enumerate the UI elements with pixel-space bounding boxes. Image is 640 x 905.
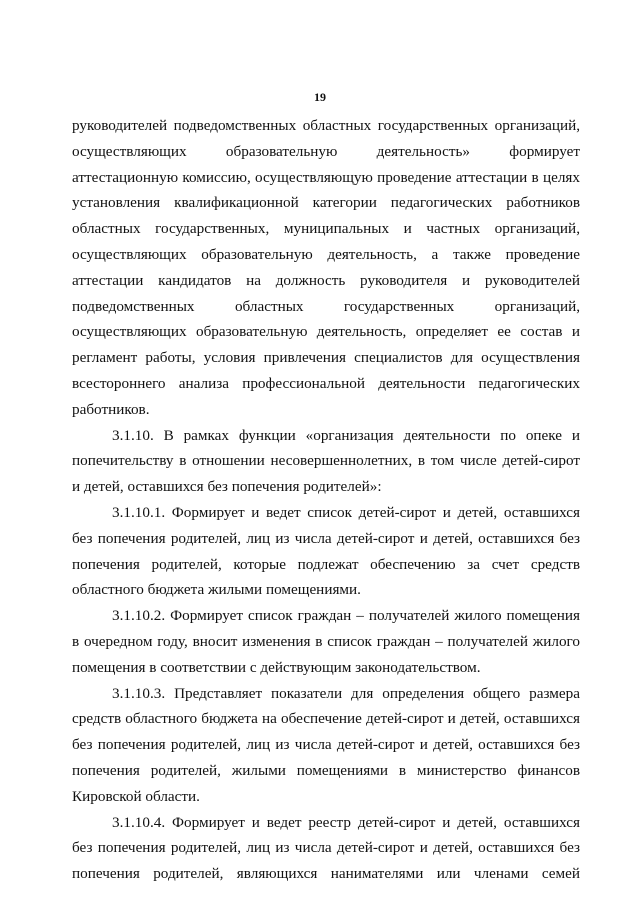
text-line: без попечения родителей, лиц из числа детей-сирот и детей, оставшихся без xyxy=(72,736,580,754)
text-line: 3.1.10.4. Формирует и ведет реестр детей-сирот и детей, оставшихся xyxy=(112,813,580,831)
text-line: без попечения родителей, лиц из числа детей-сирот и детей, оставшихся без xyxy=(72,529,580,547)
text-line: без попечения родителей, лиц из числа детей-сирот и детей, оставшихся без xyxy=(72,839,580,857)
text-line: аттестации кандидатов на должность руководителя и руководителей xyxy=(72,271,580,289)
text-line: руководителей подведомственных областных государственных организаций, xyxy=(72,117,580,134)
text-line: подведомственных областных государственных организаций, xyxy=(72,297,580,315)
text-line: осуществляющих образовательную деятельность, определяет ее состав и xyxy=(72,323,580,341)
text-line: 3.1.10.1. Формирует и ведет список детей-сирот и детей, оставшихся xyxy=(112,503,580,521)
text-line: попечения родителей, являющихся нанимателями или членами семей xyxy=(72,865,580,883)
text-line: работников. xyxy=(72,400,150,418)
text-line: средств областного бюджета на обеспечение детей-сирот и детей, оставшихся xyxy=(72,710,580,728)
text-line: попечительству в отношении несовершеннолетних, в том числе детей-сирот xyxy=(72,452,580,470)
paragraph xyxy=(72,423,580,500)
paragraph xyxy=(72,500,580,603)
text-line: в очередном году, вносит изменения в список граждан – получателей жилого xyxy=(72,632,580,650)
text-line: помещения в соответствии с действующим законодательством. xyxy=(72,658,481,676)
text-line: 3.1.10. В рамках функции «организация деятельности по опеке и xyxy=(112,426,580,444)
text-line: 3.1.10.2. Формирует список граждан – получателей жилого помещения xyxy=(112,607,580,625)
text-line: аттестационную комиссию, осуществляющую проведение аттестации в целях xyxy=(72,168,580,186)
text-line: попечения родителей, жилыми помещениями в министерство финансов xyxy=(72,761,580,779)
paragraph xyxy=(72,810,580,887)
paragraph xyxy=(72,603,580,680)
text-line: осуществляющих образовательную деятельность, а также проведение xyxy=(72,245,580,263)
text-line: 3.1.10.3. Представляет показатели для определения общего размера xyxy=(112,684,580,702)
paragraph xyxy=(72,681,580,810)
page-number: 19 xyxy=(314,90,326,104)
text-line: попечения родителей, которые подлежат обеспечению за счет средств xyxy=(72,555,580,573)
text-line: Кировской области. xyxy=(72,787,200,805)
paragraph xyxy=(72,113,580,423)
text-line: осуществляющих образовательную деятельность» формирует xyxy=(72,142,580,160)
text-line: и детей, оставшихся без попечения родителей»: xyxy=(72,478,382,496)
text-line: областных государственных, муниципальных и частных организаций, xyxy=(72,220,580,238)
text-line: всестороннего анализа профессиональной деятельности педагогических xyxy=(72,374,580,392)
document-body xyxy=(72,113,580,887)
text-line: установления квалификационной категории педагогических работников xyxy=(72,194,580,212)
text-line: регламент работы, условия привлечения специалистов для осуществления xyxy=(72,349,580,367)
text-line: областного бюджета жилыми помещениями. xyxy=(72,581,361,599)
